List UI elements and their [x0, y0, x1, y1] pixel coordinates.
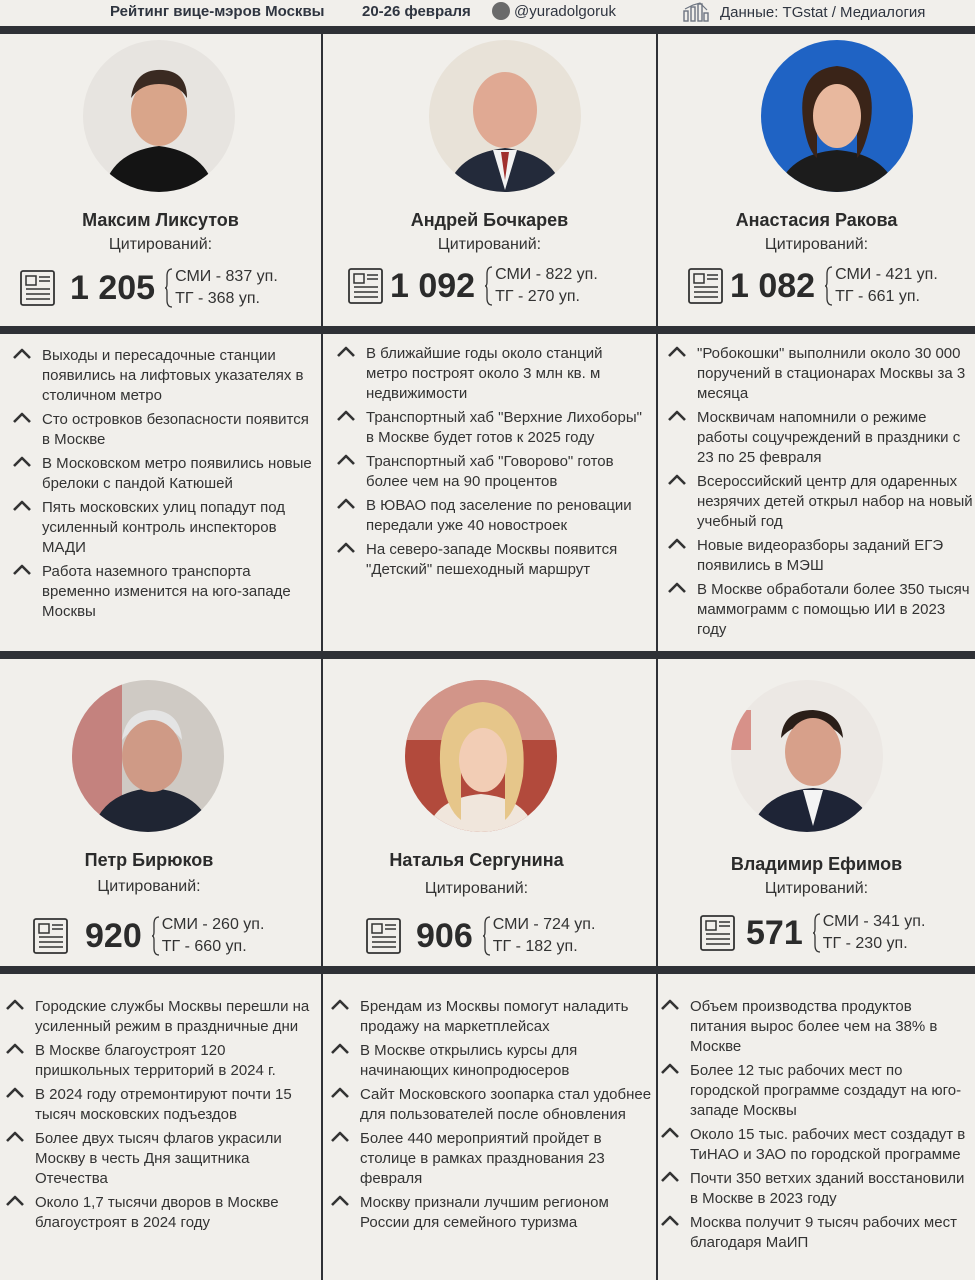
- chevron-up-icon: [336, 452, 356, 466]
- person-name: Максим Ликсутов: [82, 210, 239, 230]
- chevron-up-icon: [12, 454, 32, 468]
- data-source: [682, 2, 925, 22]
- news-item-text: Москвичам напомнили о режиме работы соцучреждений в праздники с 23 по 25 февраля: [697, 409, 961, 466]
- chevron-up-icon: [667, 344, 687, 358]
- photo-bochkarev: [429, 40, 581, 192]
- news-item-text: Более 12 тыс рабочих мест по городской программе создадут на юго-западе Москвы: [690, 1062, 962, 1119]
- news-item-text: Объем производства продуктов питания вырос более чем на 38% в Москве: [690, 998, 938, 1055]
- chevron-up-icon: [660, 1213, 680, 1227]
- news-list: [12, 346, 318, 626]
- chevron-up-icon: [660, 1061, 680, 1075]
- chevron-up-icon: [660, 1125, 680, 1139]
- news-item-text: Транспортный хаб "Говорово" готов более чем на 90 процентов: [366, 453, 614, 490]
- citations-stat: [688, 264, 938, 308]
- date-range: 20-26 февраля: [362, 3, 471, 20]
- citations-split: [823, 911, 926, 955]
- news-item-text: В Московском метро появились новые брелоки с пандой Катюшей: [42, 455, 312, 492]
- citations-stat: [366, 914, 595, 958]
- newspaper-icon: [20, 269, 58, 307]
- chevron-up-icon: [667, 408, 687, 422]
- newspaper-icon: [688, 267, 726, 305]
- news-item[interactable]: [330, 1129, 654, 1189]
- smi-count: СМИ - 421 уп.: [835, 266, 938, 283]
- tg-count: ТГ - 270 уп.: [495, 288, 580, 305]
- news-item[interactable]: [660, 1169, 972, 1209]
- author-avatar: [492, 2, 510, 20]
- chevron-up-icon: [667, 536, 687, 550]
- person-name: Владимир Ефимов: [730, 854, 903, 874]
- smi-count: СМИ - 341 уп.: [822, 913, 926, 930]
- news-item[interactable]: [330, 1041, 654, 1081]
- photo-sergunina: [405, 680, 557, 832]
- news-item-text: Всероссийский центр для одаренных незрячих детей открыл набор на новый учебный год: [697, 473, 973, 530]
- citations-stat: [33, 914, 264, 958]
- news-item[interactable]: [667, 472, 973, 532]
- chevron-up-icon: [12, 410, 32, 424]
- news-item-text: Москва получит 9 тысяч рабочих мест благодаря МаИП: [690, 1214, 957, 1251]
- news-item-text: "Робокошки" выполнили около 30 000 поручений в стационарах Москвы за 3 месяца: [697, 345, 966, 402]
- news-item[interactable]: [336, 496, 648, 536]
- citations-split: [495, 264, 598, 308]
- news-item-text: Пять московских улиц попадут под усиленный контроль инспекторов МАДИ: [42, 499, 286, 556]
- news-list: [660, 997, 972, 1257]
- smi-count: СМИ - 822 уп.: [495, 266, 598, 283]
- news-item-text: Транспортный хаб "Верхние Лихоборы" в Москве будет готов к 2025 году: [366, 409, 642, 446]
- news-list: [330, 997, 654, 1237]
- person-name: Петр Бирюков: [84, 850, 214, 870]
- news-item-text: Сто островков безопасности появится в Москве: [42, 411, 309, 448]
- news-item-text: В Москве обработали более 350 тысяч маммограмм с помощью ИИ в 2023 году: [697, 581, 970, 638]
- brace-icon: [813, 913, 821, 953]
- tg-count: ТГ - 182 уп.: [492, 938, 578, 955]
- citations-label: Цитирований:: [97, 878, 201, 895]
- smi-count: СМИ - 260 уп.: [161, 916, 265, 933]
- news-item-text: Городские службы Москвы перешли на усиленный режим в праздничные дни: [35, 998, 310, 1035]
- news-item[interactable]: [12, 346, 318, 406]
- news-item-text: Около 1,7 тысячи дворов в Москве благоустроят в 2024 году: [35, 1194, 279, 1231]
- news-item-text: Москву признали лучшим регионом России для семейного туризма: [360, 1194, 609, 1231]
- newspaper-icon: [33, 917, 71, 955]
- news-list: [5, 997, 317, 1237]
- citations-label: Цитирований:: [108, 236, 213, 253]
- news-item-text: Более двух тысяч флагов украсили Москву в честь Дня защитника Отечества: [35, 1130, 282, 1187]
- chevron-up-icon: [5, 1129, 25, 1143]
- news-item-text: В Москве открылись курсы для начинающих кинопродюсеров: [360, 1042, 578, 1079]
- news-item[interactable]: [336, 540, 648, 580]
- news-item[interactable]: [12, 410, 318, 450]
- brace-icon: [483, 916, 491, 956]
- author-handle[interactable]: [492, 2, 616, 20]
- citations-split: [162, 914, 265, 958]
- news-item-text: Сайт Московского зоопарка стал удобнее для пользователей после обновления: [360, 1086, 652, 1123]
- news-item[interactable]: [5, 1193, 317, 1233]
- photo-rakova: [761, 40, 913, 192]
- citations-split: [493, 914, 596, 958]
- photo-liksutov: [83, 40, 235, 192]
- news-item-text: В ближайшие годы около станций метро построят около 3 млн кв. м недвижимости: [366, 345, 603, 402]
- photo-biryukov: [72, 680, 224, 832]
- news-item[interactable]: [667, 344, 973, 404]
- divider-row1: [0, 326, 975, 334]
- tg-count: ТГ - 368 уп.: [175, 290, 260, 307]
- news-item[interactable]: [667, 536, 973, 576]
- news-item[interactable]: [5, 1041, 317, 1081]
- data-source-text: Данные: TGstat / Медиалогия: [720, 3, 926, 21]
- news-item[interactable]: [660, 1213, 972, 1253]
- news-item[interactable]: [667, 580, 973, 640]
- news-item-text: Брендам из Москвы помогут наладить продажу на маркетплейсах: [360, 998, 629, 1035]
- bar-chart-icon: [682, 2, 710, 22]
- tg-count: ТГ - 660 уп.: [161, 938, 247, 955]
- news-list: [667, 344, 973, 644]
- news-item-text: Почти 350 ветхих зданий восстановили в Москве в 2023 году: [690, 1170, 965, 1207]
- citations-split: [835, 264, 938, 308]
- news-item[interactable]: [330, 997, 654, 1037]
- news-item-text: В 2024 году отремонтируют почти 15 тысяч московских подъездов: [35, 1086, 292, 1123]
- chevron-up-icon: [330, 1193, 350, 1207]
- citations-total: 906: [416, 916, 473, 955]
- chevron-up-icon: [330, 1129, 350, 1143]
- chevron-up-icon: [336, 344, 356, 358]
- brace-icon: [165, 268, 173, 308]
- chevron-up-icon: [12, 562, 32, 576]
- chevron-up-icon: [330, 1085, 350, 1099]
- citations-stat: [700, 911, 925, 955]
- chevron-up-icon: [330, 1041, 350, 1055]
- citations-label: Цитирований:: [437, 236, 542, 253]
- citations-label: Цитирований:: [424, 880, 529, 897]
- chevron-up-icon: [12, 346, 32, 360]
- newspaper-icon: [366, 917, 404, 955]
- brace-icon: [152, 916, 160, 956]
- news-item-text: Новые видеоразборы заданий ЕГЭ появились в МЭШ: [697, 537, 944, 574]
- citations-total: 571: [746, 913, 803, 952]
- tg-count: ТГ - 661 уп.: [835, 288, 920, 305]
- news-item[interactable]: [5, 1085, 317, 1125]
- news-item-text: В Москве благоустроят 120 пришкольных территорий в 2024 г.: [35, 1042, 276, 1079]
- chevron-up-icon: [330, 997, 350, 1011]
- news-item-text: На северо-западе Москвы появится "Детский" пешеходный маршрут: [366, 541, 618, 578]
- news-item[interactable]: [336, 344, 648, 404]
- chevron-up-icon: [660, 1169, 680, 1183]
- chevron-up-icon: [5, 1041, 25, 1055]
- news-item[interactable]: [12, 454, 318, 494]
- chevron-up-icon: [660, 997, 680, 1011]
- news-item[interactable]: [660, 1125, 972, 1165]
- tg-count: ТГ - 230 уп.: [822, 935, 908, 952]
- chevron-up-icon: [336, 496, 356, 510]
- smi-count: СМИ - 837 уп.: [175, 268, 278, 285]
- page-title: Рейтинг вице-мэров Москвы: [110, 3, 325, 20]
- chevron-up-icon: [667, 580, 687, 594]
- news-item[interactable]: [336, 408, 648, 448]
- photo-efimov: [731, 680, 883, 832]
- news-item-text: Выходы и пересадочные станции появились на лифтовых указателях в столичном метро: [42, 347, 304, 404]
- chevron-up-icon: [5, 997, 25, 1011]
- citations-label: Цитирований:: [764, 880, 869, 897]
- author-handle-text: @yuradolgoruk: [514, 2, 616, 20]
- citations-stat: [348, 264, 598, 308]
- news-item[interactable]: [336, 452, 648, 492]
- news-item-text: Около 15 тыс. рабочих мест создадут в ТиНАО и ЗАО по городской программе: [690, 1126, 966, 1163]
- news-item-text: В ЮВАО под заселение по реновации передали уже 40 новостроек: [366, 497, 632, 534]
- citations-stat: [20, 266, 278, 310]
- newspaper-icon: [348, 267, 386, 305]
- divider-middle: [0, 651, 975, 659]
- brace-icon: [825, 266, 833, 306]
- chevron-up-icon: [5, 1085, 25, 1099]
- smi-count: СМИ - 724 уп.: [492, 916, 596, 933]
- news-item[interactable]: [660, 997, 972, 1057]
- news-list: [336, 344, 648, 584]
- news-item[interactable]: [330, 1193, 654, 1233]
- chevron-up-icon: [667, 472, 687, 486]
- brace-icon: [485, 266, 493, 306]
- citations-total: 1 205: [70, 268, 156, 307]
- news-item[interactable]: [667, 408, 973, 468]
- news-item-text: Более 440 мероприятий пройдет в столице в рамках празднования 23 февраля: [360, 1130, 605, 1187]
- divider-row2: [0, 966, 975, 974]
- news-item[interactable]: [12, 562, 318, 622]
- news-item[interactable]: [5, 1129, 317, 1189]
- news-item[interactable]: [12, 498, 318, 558]
- header-bar: [0, 0, 975, 28]
- chevron-up-icon: [336, 540, 356, 554]
- chevron-up-icon: [336, 408, 356, 422]
- news-item[interactable]: [330, 1085, 654, 1125]
- news-item[interactable]: [5, 997, 317, 1037]
- citations-total: 1 082: [730, 266, 816, 305]
- citations-split: [175, 266, 278, 310]
- chevron-up-icon: [12, 498, 32, 512]
- news-item[interactable]: [660, 1061, 972, 1121]
- citations-total: 1 092: [390, 266, 476, 305]
- person-name: Андрей Бочкарев: [410, 210, 569, 230]
- citations-total: 920: [85, 916, 142, 955]
- divider-top: [0, 26, 975, 34]
- chevron-up-icon: [5, 1193, 25, 1207]
- person-name: Анастасия Ракова: [735, 210, 898, 230]
- newspaper-icon: [700, 914, 738, 952]
- person-name: Наталья Сергунина: [389, 850, 564, 870]
- citations-label: Цитирований:: [764, 236, 869, 253]
- news-item-text: Работа наземного транспорта временно изменится на юго-западе Москвы: [42, 563, 291, 620]
